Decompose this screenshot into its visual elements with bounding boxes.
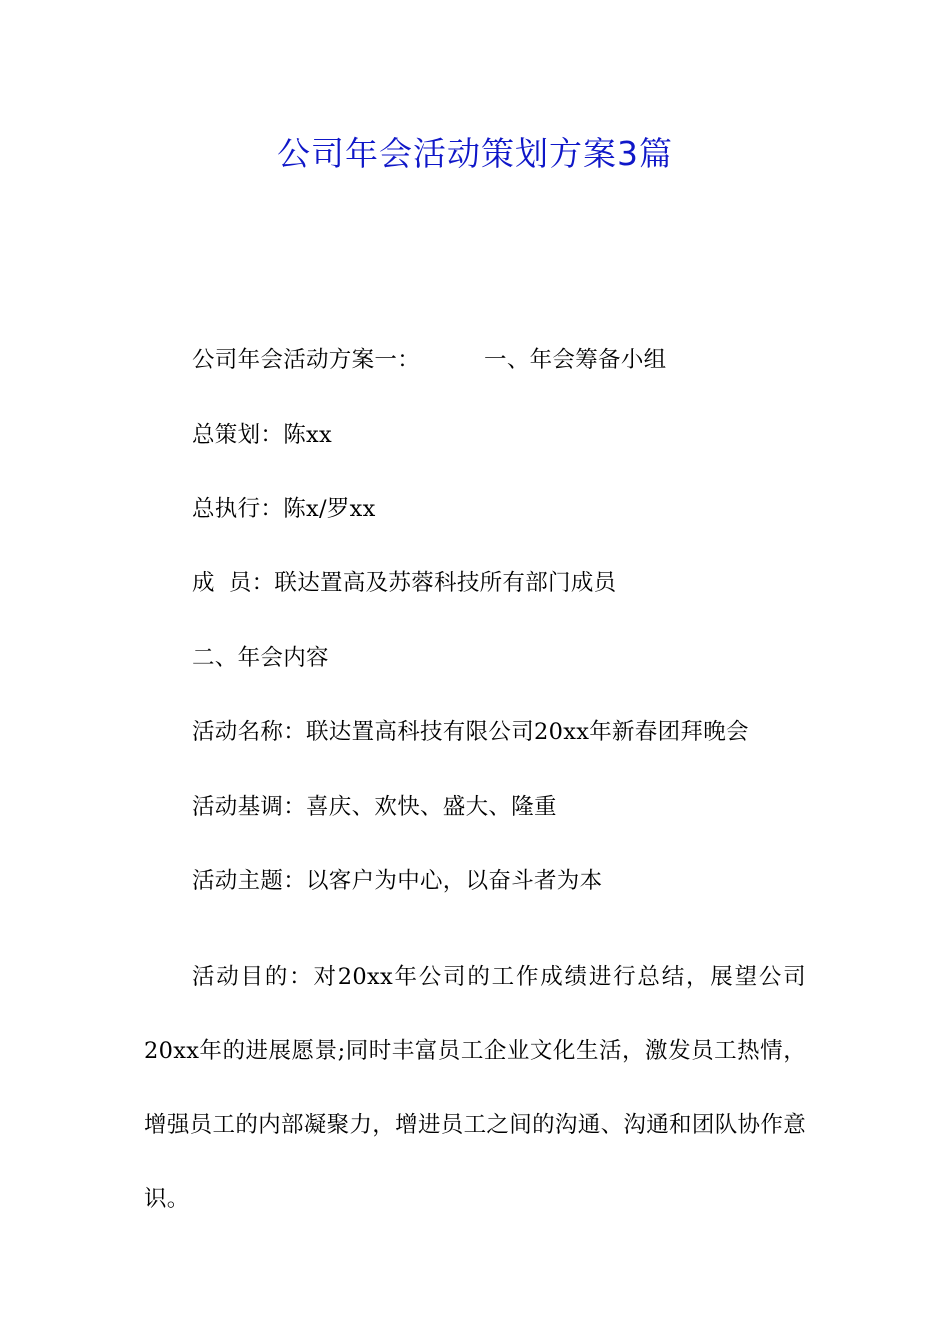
chief-planner-line: 总策划：陈xx — [192, 422, 332, 448]
document-title: 公司年会活动策划方案3篇 — [277, 134, 673, 173]
chief-executor-line: 总执行：陈x/罗xx — [192, 496, 376, 522]
plan-one-label: 公司年会活动方案一： — [192, 347, 421, 373]
members-line — [192, 568, 616, 598]
section-one-heading: 一、年会筹备小组 — [484, 347, 667, 373]
activity-purpose-paragraph: 活动目的：对20xx年公司的工作成绩进行总结，展望公司20xx年的进展愿景;同时丰富员工企业文化生活，激发员工热情，增强员工的内部凝聚力，增进员工之间的沟通、沟通和团队协作意识。 — [144, 964, 806, 1212]
activity-name-line: 活动名称：联达置高科技有限公司20xx年新春团拜晚会 — [192, 719, 749, 745]
plan-one-heading — [192, 345, 666, 375]
members-label: 成 — [192, 570, 215, 596]
section-two-heading: 二、年会内容 — [192, 645, 329, 671]
activity-tone-line: 活动基调：喜庆、欢快、盛大、隆重 — [192, 794, 557, 820]
members-text: 员：联达置高及苏蓉科技所有部门成员 — [228, 570, 617, 596]
activity-theme-line: 活动主题：以客户为中心，以奋斗者为本 — [192, 868, 603, 894]
